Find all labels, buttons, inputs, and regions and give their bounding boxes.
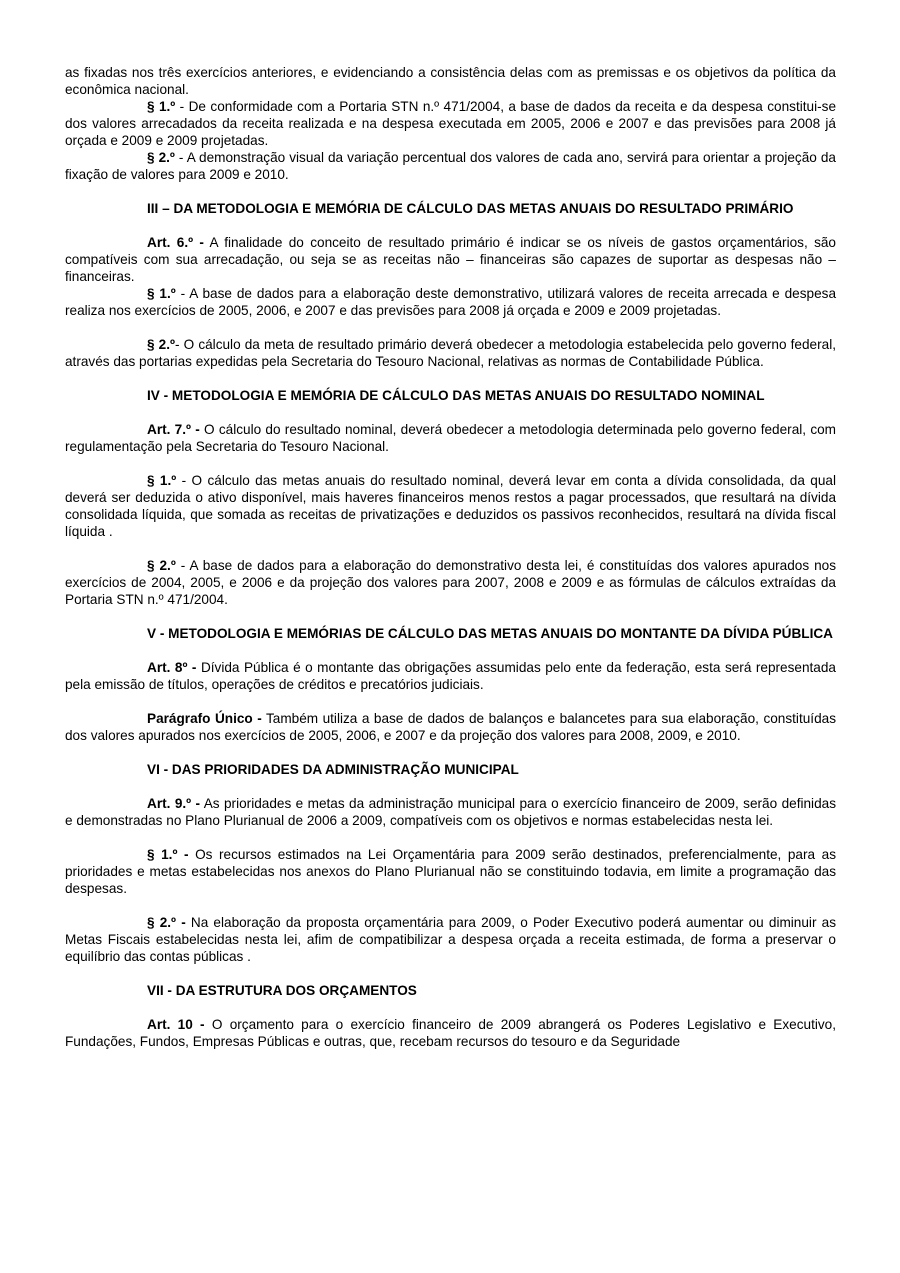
heading-section-iv: IV - METODOLOGIA E MEMÓRIA DE CÁLCULO DAS METAS ANUAIS DO RESULTADO NOMINAL [147,388,765,403]
article-text: O orçamento para o exercício financeiro de 2009 abrangerá os Poderes Legislativo e Executivo, Fundações, Fundos, Empresas Públicas e outras, que, recebam recursos do tesouro e da Seguridade [65,1017,836,1049]
article-10 [65,1016,836,1050]
paragraph-label: § 2.º - [147,915,186,930]
article-6 [65,234,836,285]
article-9-paragraph-1 [65,846,836,897]
paragraph-label: § 1.º [147,286,176,301]
article-label: Art. 10 - [147,1017,205,1032]
paragraph-text: - De conformidade com a Portaria STN n.º 471/2004, a base de dados da receita e da despesa constitui-se dos valores arrecadados da receita realizada e na despesa executada em 2005, 2006 e 2007 e das previsões para 2008 já orçada e 2009 e 2009 projetadas. [65,99,837,148]
paragraph-continuation: as fixadas nos três exercícios anteriores, e evidenciando a consistência delas com as premissas e os objetivos da política da econômica nacional. [65,65,836,97]
paragraph-text: - O cálculo das metas anuais do resultado nominal, deverá levar em conta a dívida consolidada, da qual deverá ser deduzida o ativo disponível, mais haveres financeiros menos restos a pagar processados, que resultará na dívida consolidada líquida, que somada as receitas de privatizações e deduzidos os passivos reconhecidos, resultará na dívida fiscal líquida . [65,473,837,539]
heading-section-vii: VII - DA ESTRUTURA DOS ORÇAMENTOS [147,983,417,998]
article-label: Art. 6.º - [147,235,204,250]
paragraph-label: § 2.º [147,337,175,352]
paragraph-text: - O cálculo da meta de resultado primário deverá obedecer a metodologia estabelecida pelo governo federal, através das portarias expedidas pela Secretaria do Tesouro Nacional, relativas as normas de Contabilidade Pública. [65,337,837,369]
article-text: A finalidade do conceito de resultado primário é indicar se os níveis de gastos orçamentários, são compatíveis com sua arrecadação, ou seja se as receitas não – financeiras são capazes de suportar as despesas não – financeiras. [65,235,836,284]
article-text: As prioridades e metas da administração municipal para o exercício financeiro de 2009, serão definidas e demonstradas no Plano Plurianual de 2006 a 2009, compatíveis com os objetivos e normas estabelecidas nesta lei. [65,796,836,828]
article-9-paragraph-2 [65,914,836,965]
paragraph-label: Parágrafo Único - [147,711,262,726]
paragraph-text: Também utiliza a base de dados de balanços e balancetes para sua elaboração, constituídas dos valores apurados nos exercícios de 2005, 2006, e 2007 e da projeção dos valores para 2008, 2009, e 2010. [65,711,836,743]
heading-section-iii: III – DA METODOLOGIA E MEMÓRIA DE CÁLCULO DAS METAS ANUAIS DO RESULTADO PRIMÁRIO [147,201,794,216]
paragraph-text: Na elaboração da proposta orçamentária para 2009, o Poder Executivo poderá aumentar ou diminuir as Metas Fiscais estabelecidas nesta lei, afim de compatibilizar a despesa orçada a receita estimada, de forma a preservar o equilíbrio das contas públicas . [65,915,836,964]
article-9 [65,795,836,829]
paragraph-label: § 1.º [147,473,177,488]
article-8 [65,659,836,693]
document-page [65,64,836,1050]
paragraph-label: § 2.º [147,558,176,573]
paragraph-label: § 2.º [147,150,175,165]
article-7-paragraph-2 [65,557,836,608]
article-7 [65,421,836,455]
paragraph-text: - A demonstração visual da variação percentual dos valores de cada ano, servirá para orientar a projeção da fixação de valores para 2009 e 2010. [65,150,836,182]
article-text: Dívida Pública é o montante das obrigações assumidas pelo ente da federação, esta será representada pela emissão de títulos, operações de créditos e precatórios judiciais. [65,660,836,692]
article-label: Art. 7.º - [147,422,200,437]
article-6-paragraph-1 [65,285,836,319]
article-8-sole-paragraph [65,710,836,744]
article-label: Art. 8º - [147,660,197,675]
article-text: O cálculo do resultado nominal, deverá obedecer a metodologia determinada pelo governo federal, com regulamentação pela Secretaria do Tesouro Nacional. [65,422,836,454]
paragraph-label: § 1.º [147,99,176,114]
paragraph-section-1 [65,98,836,149]
paragraph-section-2 [65,149,836,183]
article-7-paragraph-1 [65,472,836,540]
paragraph-label: § 1.º - [147,847,189,862]
article-label: Art. 9.º - [147,796,201,811]
paragraph-text: - A base de dados para a elaboração do demonstrativo desta lei, é constituídas dos valores apurados nos exercícios de 2004, 2005, e 2006 e da projeção dos valores para 2007, 2008 e 2009 e as fórmulas de cálculos extraídas da Portaria STN n.º 471/2004. [65,558,837,607]
heading-section-v: V - METODOLOGIA E MEMÓRIAS DE CÁLCULO DAS METAS ANUAIS DO MONTANTE DA DÍVIDA PÚBLICA [147,626,833,641]
heading-section-vi: VI - DAS PRIORIDADES DA ADMINISTRAÇÃO MUNICIPAL [147,762,519,777]
article-6-paragraph-2 [65,336,836,370]
paragraph-text: - A base de dados para a elaboração deste demonstrativo, utilizará valores de receita arrecada e despesa realiza nos exercícios de 2005, 2006, e 2007 e das previsões para 2008 já orçada e 2009 e 2009 projetadas. [65,286,836,318]
paragraph-text: Os recursos estimados na Lei Orçamentária para 2009 serão destinados, preferencialmente, para as prioridades e metas estabelecidas nos anexos do Plano Plurianual não se constituindo todavia, em limite a programação das despesas. [65,847,836,896]
